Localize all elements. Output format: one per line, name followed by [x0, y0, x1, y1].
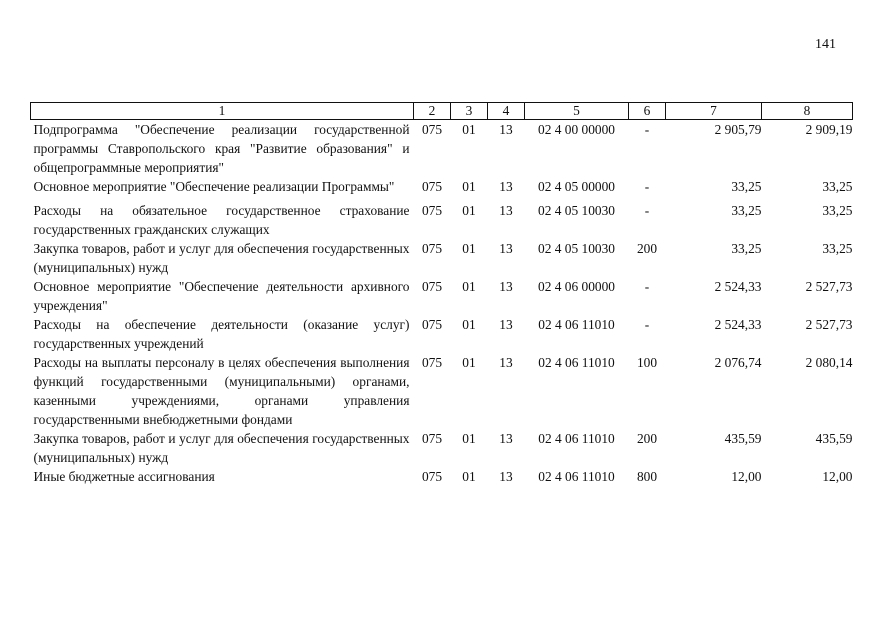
amount-year-1: 2 524,33 [714, 279, 762, 294]
table-row [31, 201, 853, 239]
subsection-code: 13 [499, 179, 513, 194]
section-code: 01 [462, 355, 476, 370]
item-name: Основное мероприятие "Обеспечение деятельности архивного учреждения" [33, 279, 410, 313]
table-row [31, 120, 853, 178]
amount-year-1: 33,25 [731, 179, 762, 194]
ministry-code: 075 [421, 203, 443, 218]
ministry-code: 075 [421, 431, 443, 446]
expense-type: 100 [636, 355, 658, 370]
expense-type: 800 [636, 469, 658, 484]
target-article: 02 4 06 11010 [538, 355, 615, 370]
item-name: Закупка товаров, работ и услуг для обеспечения государственных (муниципальных) нужд [33, 241, 410, 275]
table-row [31, 239, 853, 277]
amount-year-1: 2 524,33 [714, 317, 762, 332]
amount-year-1: 2 076,74 [714, 355, 762, 370]
amount-year-2: 2 527,73 [805, 279, 853, 294]
amount-year-1: 2 905,79 [714, 122, 762, 137]
target-article: 02 4 06 11010 [538, 431, 615, 446]
section-code: 01 [462, 279, 476, 294]
expense-type: - [644, 122, 650, 137]
expense-type: 200 [636, 241, 658, 256]
section-code: 01 [462, 203, 476, 218]
table-row [31, 353, 853, 429]
table-row [31, 277, 853, 315]
col-header-3: 3 [451, 103, 488, 120]
ministry-code: 075 [421, 241, 443, 256]
section-code: 01 [462, 431, 476, 446]
expense-type: 200 [636, 431, 658, 446]
amount-year-1: 33,25 [731, 241, 762, 256]
section-code: 01 [462, 122, 476, 137]
item-name: Иные бюджетные ассигнования [33, 469, 215, 484]
target-article: 02 4 05 10030 [538, 203, 615, 218]
item-name: Расходы на обязательное государственное страхование государственных гражданских служащих [33, 203, 410, 237]
ministry-code: 075 [421, 279, 443, 294]
page-number: 141 [815, 37, 836, 52]
amount-year-2: 33,25 [822, 241, 853, 256]
section-code: 01 [462, 469, 476, 484]
amount-year-1: 12,00 [731, 469, 762, 484]
table-row [31, 467, 853, 491]
item-name: Расходы на обеспечение деятельности (оказание услуг) государственных учреждений [33, 317, 410, 351]
target-article: 02 4 00 00000 [538, 122, 615, 137]
col-header-6: 6 [629, 103, 666, 120]
amount-year-1: 33,25 [731, 203, 762, 218]
subsection-code: 13 [499, 469, 513, 484]
col-header-1: 1 [31, 103, 414, 120]
ministry-code: 075 [421, 317, 443, 332]
target-article: 02 4 05 10030 [538, 241, 615, 256]
amount-year-2: 2 527,73 [805, 317, 853, 332]
expense-type: - [644, 279, 650, 294]
amount-year-2: 2 909,19 [805, 122, 853, 137]
subsection-code: 13 [499, 241, 513, 256]
amount-year-2: 33,25 [822, 203, 853, 218]
col-header-4: 4 [488, 103, 525, 120]
table-row [31, 177, 853, 201]
amount-year-2: 12,00 [822, 469, 853, 484]
subsection-code: 13 [499, 431, 513, 446]
section-code: 01 [462, 317, 476, 332]
amount-year-2: 435,59 [815, 431, 853, 446]
table-row [31, 429, 853, 467]
expense-type: - [644, 203, 650, 218]
ministry-code: 075 [421, 355, 443, 370]
ministry-code: 075 [421, 469, 443, 484]
item-name: Подпрограмма "Обеспечение реализации государственной программы Ставропольского края "Развитие образования" и общепрограммные мероприятия" [33, 122, 410, 175]
col-header-5: 5 [525, 103, 629, 120]
subsection-code: 13 [499, 317, 513, 332]
budget-table [30, 102, 853, 491]
expense-type: - [644, 179, 650, 194]
section-code: 01 [462, 241, 476, 256]
item-name: Закупка товаров, работ и услуг для обеспечения государственных (муниципальных) нужд [33, 431, 410, 465]
target-article: 02 4 06 11010 [538, 469, 615, 484]
target-article: 02 4 06 00000 [538, 279, 615, 294]
item-name: Основное мероприятие "Обеспечение реализации Программы" [33, 179, 395, 194]
col-header-7: 7 [666, 103, 762, 120]
subsection-code: 13 [499, 122, 513, 137]
target-article: 02 4 05 00000 [538, 179, 615, 194]
target-article: 02 4 06 11010 [538, 317, 615, 332]
header-row [31, 103, 853, 120]
col-header-8: 8 [762, 103, 853, 120]
expense-type: - [644, 317, 650, 332]
ministry-code: 075 [421, 179, 443, 194]
subsection-code: 13 [499, 279, 513, 294]
amount-year-2: 2 080,14 [805, 355, 853, 370]
table-row [31, 315, 853, 353]
amount-year-2: 33,25 [822, 179, 853, 194]
col-header-2: 2 [414, 103, 451, 120]
item-name: Расходы на выплаты персоналу в целях обеспечения выполнения функций государственными (муниципальными) органами, казенными учреждениями, органами управления государственными внебюджетными фондами [33, 355, 410, 427]
subsection-code: 13 [499, 203, 513, 218]
subsection-code: 13 [499, 355, 513, 370]
ministry-code: 075 [421, 122, 443, 137]
amount-year-1: 435,59 [724, 431, 762, 446]
section-code: 01 [462, 179, 476, 194]
